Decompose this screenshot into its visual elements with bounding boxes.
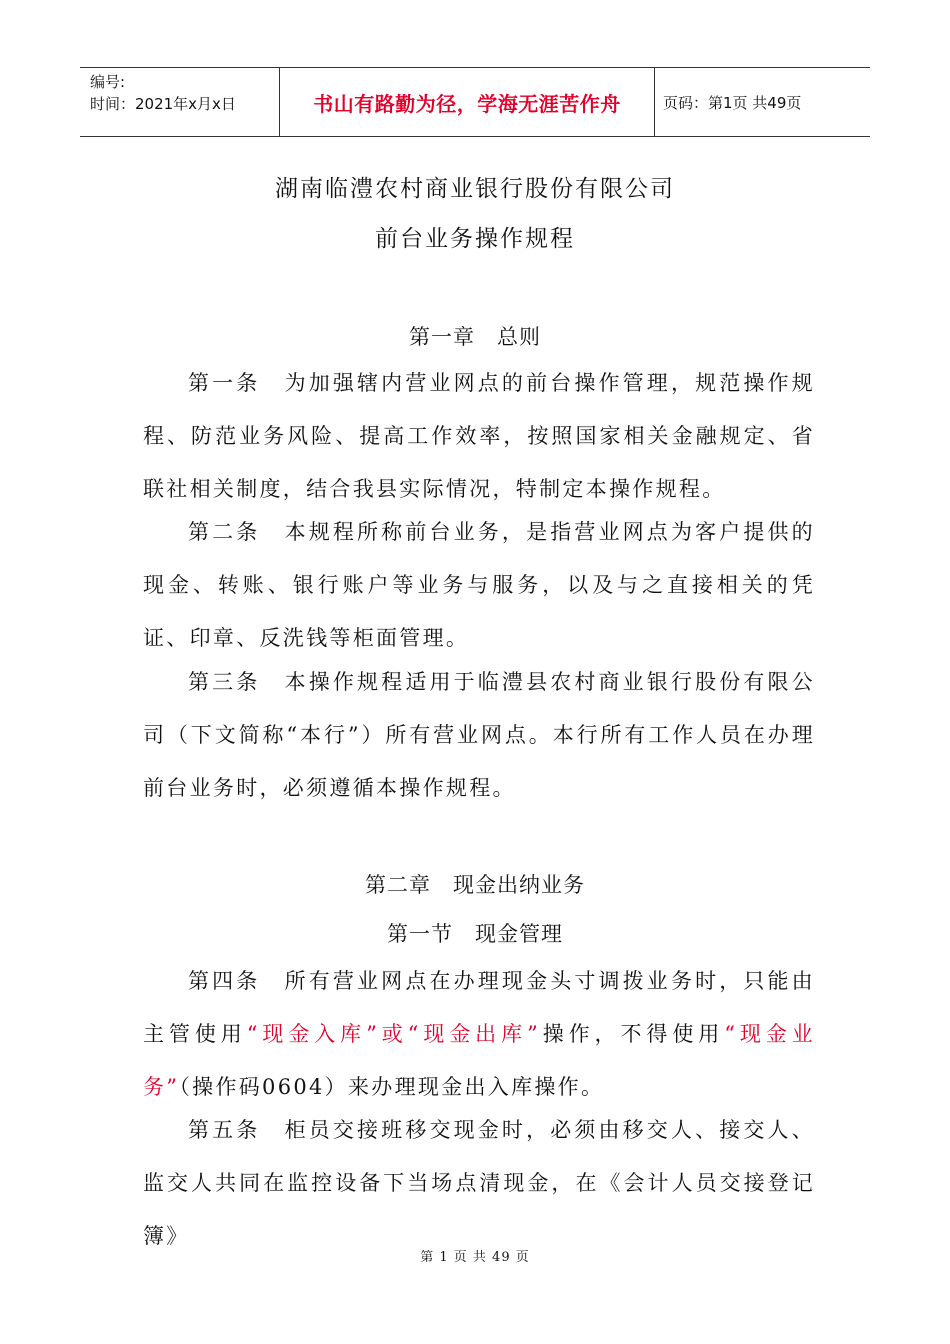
section1-heading: 第一节 现金管理 (387, 922, 563, 946)
article-4-highlight-b: “现金业务” (143, 1022, 816, 1099)
article-4-text-b: 操作，不得使用 (540, 1022, 725, 1046)
article-2: 第二条 本规程所称前台业务，是指营业网点为客户提供的现金、转账、银行账户等业务与服务，以及与之直接相关的凭证、印章、反洗钱等柜面管理。 (143, 520, 815, 650)
page-footer: 第 1 页 共 49 页 (420, 1250, 530, 1265)
chapter2-heading: 第二章 现金出纳业务 (365, 873, 585, 897)
article-4-highlight-a: “现金入库”或“现金出库” (246, 1022, 541, 1046)
header-meta (80, 68, 280, 136)
article-1: 第一条 为加强辖内营业网点的前台操作管理，规范操作规程、防范业务风险、提高工作效率，按照国家相关金融规定、省联社相关制度，结合我县实际情况，特制定本操作规程。 (143, 371, 815, 501)
number-label: 编号: (90, 73, 126, 91)
header-motto: 书山有路勤为径，学海无涯苦作舟 (280, 68, 655, 136)
article-4 (143, 955, 815, 1114)
page-header (80, 67, 870, 137)
document-title-line1: 湖南临澧农村商业银行股份有限公司 (275, 176, 675, 202)
article-3: 第三条 本操作规程适用于临澧县农村商业银行股份有限公司（下文简称“本行”）所有营业网点。本行所有工作人员在办理前台业务时，必须遵循本操作规程。 (143, 670, 815, 800)
chapter1-heading: 第一章 总则 (409, 325, 541, 349)
document-title-line2: 前台业务操作规程 (375, 226, 575, 252)
article-5: 第五条 柜员交接班移交现金时，必须由移交人、接交人、监交人共同在监控设备下当场点清现金，在《会计人员交接登记簿》 (143, 1118, 815, 1248)
date-label: 时间：2021年x月x日 (90, 95, 236, 113)
article-4-text-c: （操作码0604）来办理现金出入库操作。 (179, 1075, 605, 1099)
header-page-info: 页码：第1页 共49页 (663, 93, 802, 112)
article-4-text-a: 第四条 所有营业网点在办理现金头寸调拨业务时，只能由主管使用 (143, 969, 815, 1046)
